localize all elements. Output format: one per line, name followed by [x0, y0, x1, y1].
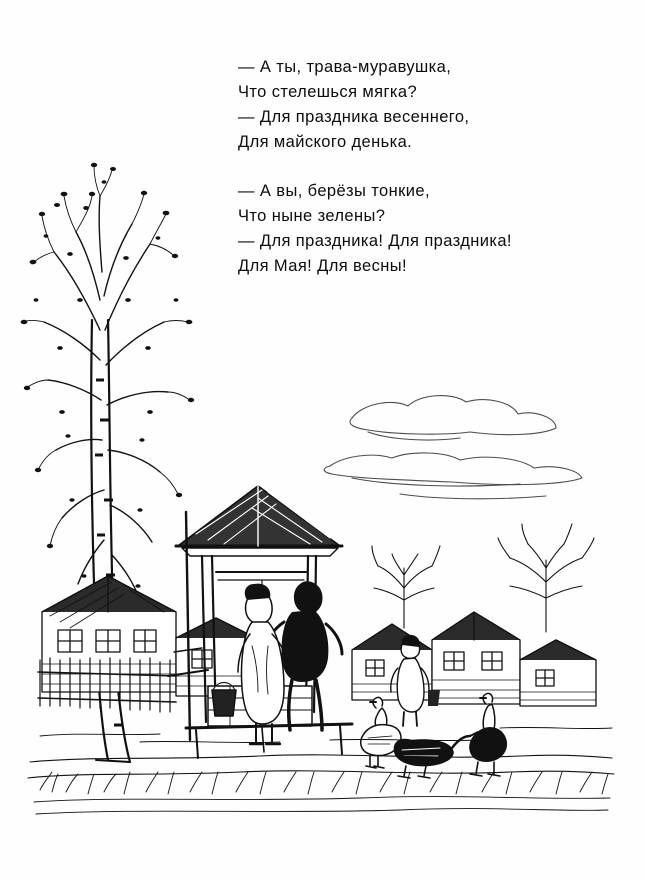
poem-line: — А ты, трава-муравушка, [238, 58, 452, 76]
village-houses-left [42, 576, 256, 696]
child-with-bucket [391, 635, 440, 726]
poem-line: Что ныне зелены? [238, 207, 386, 225]
girl-in-white-dress [238, 584, 288, 744]
poem-line: Для Мая! Для весны! [238, 257, 408, 275]
bare-trees [372, 524, 594, 632]
boy-at-well [262, 581, 342, 730]
poem-line: — Для праздника! Для праздника! [238, 232, 512, 250]
stanza-2 [238, 179, 628, 279]
village-houses-right [352, 612, 596, 706]
clouds-icon [324, 396, 582, 499]
poem-line: — Для праздника весеннего, [238, 108, 470, 126]
utility-pole [168, 512, 208, 740]
birch-tree [21, 163, 195, 762]
well-with-roof [176, 486, 352, 758]
stanza-1 [238, 55, 628, 155]
poem-line: Что стелешься мягка? [238, 83, 418, 101]
poem-line: Для майского денька. [238, 133, 413, 151]
geese [361, 693, 507, 778]
poem-line: — А вы, берёзы тонкие, [238, 182, 430, 200]
fence [38, 658, 176, 712]
poem-text [238, 55, 628, 303]
grass-foreground [28, 727, 614, 814]
